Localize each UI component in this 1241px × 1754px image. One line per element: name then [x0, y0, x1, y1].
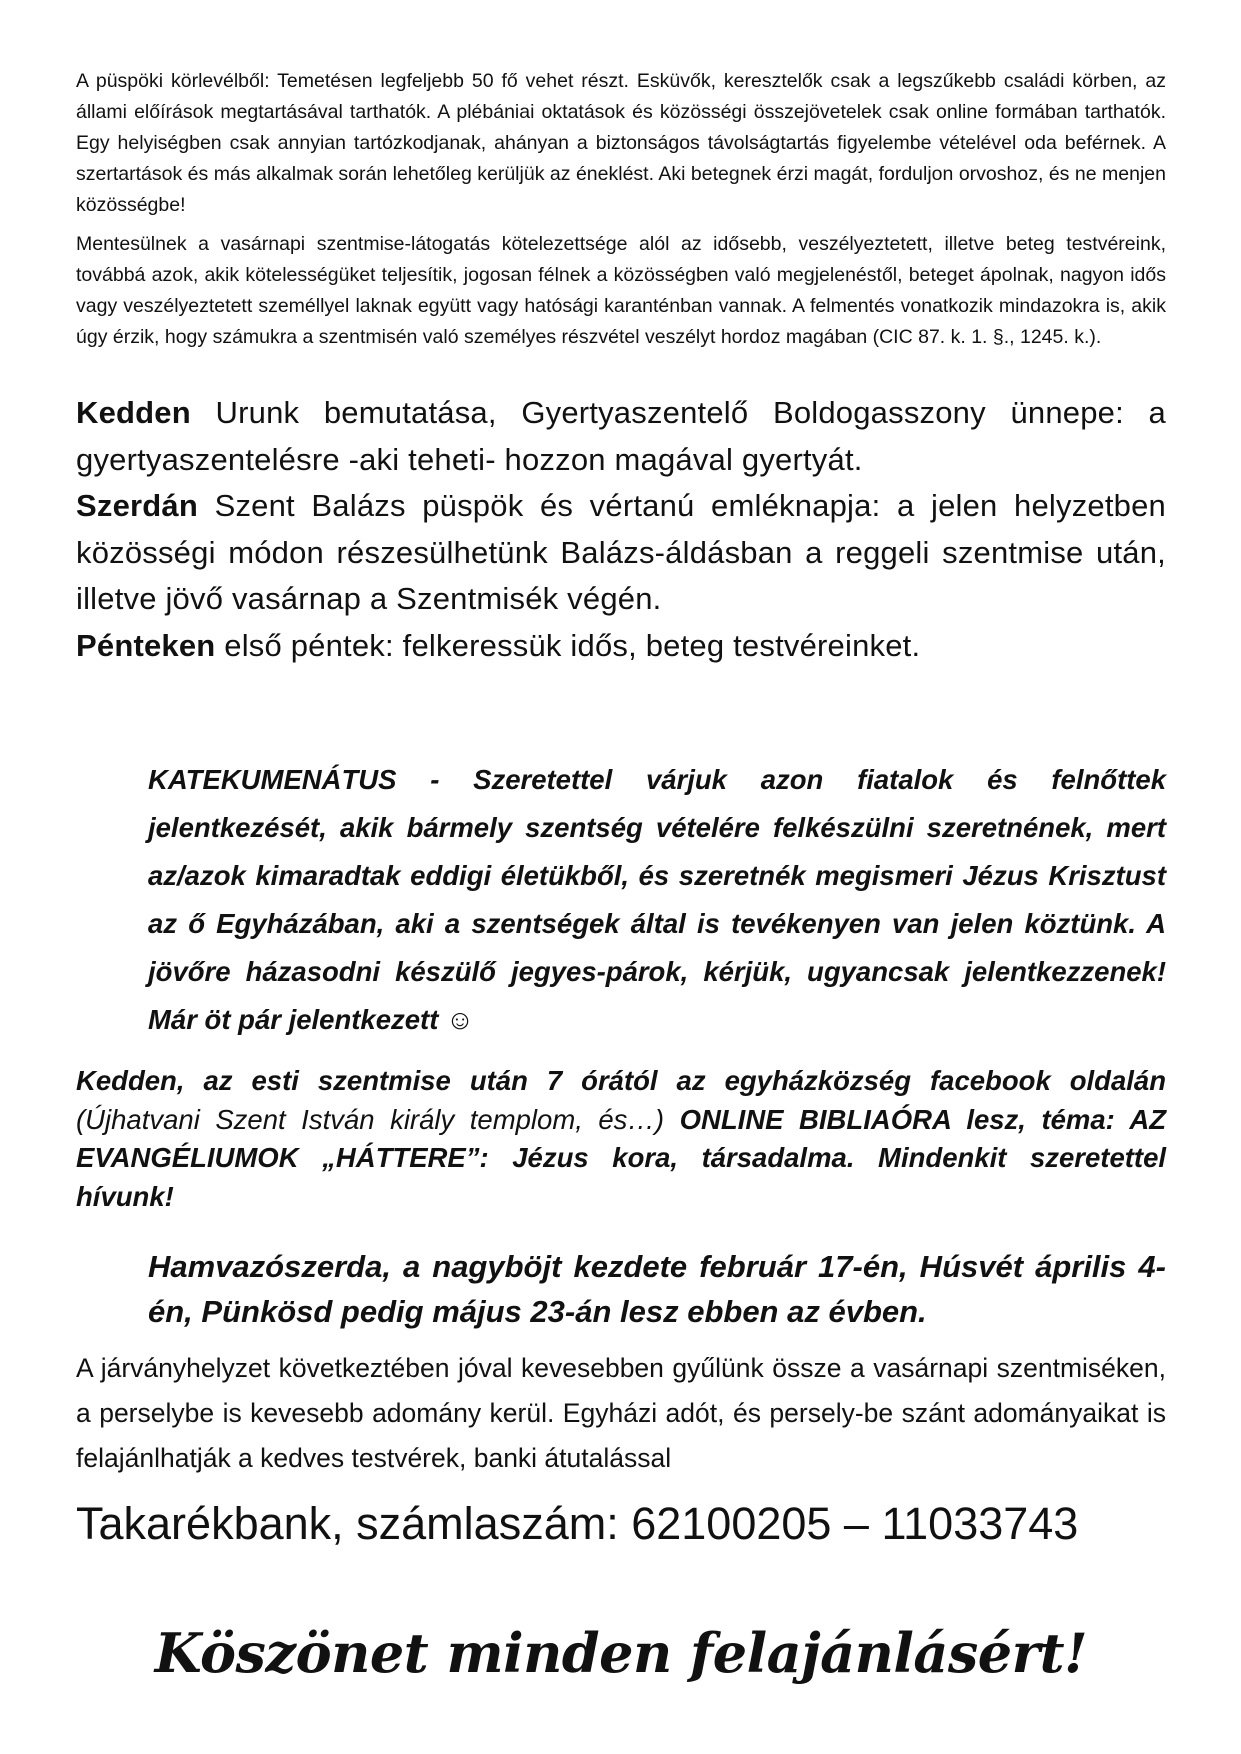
tuesday-label: Kedden [76, 395, 191, 430]
donation-paragraph: A járványhelyzet következtében jóval kevesebben gyűlünk össze a vasárnapi szentmiséken, a perselybe is kevesebb adomány kerül. Egyházi adót, és persely-be szánt adományaikat is felajánlhatják a kedves testvérek, banki átutalással [76, 1353, 1166, 1473]
bishop-letter-paragraph: A püspöki körlevélből: Temetésen legfeljebb 50 fő vehet részt. Esküvők, keresztelők csak a legszűkebb családi körben, az állami előírások megtartásával tarthatók. A plébániai oktatások és közösségi összejövetelek csak online formában tarthatók. Egy helyiségben csak annyian tartózkodjanak, ahányan a biztonságos távolságtartás figyelembe vételével oda beférnek. A szertartások és más alkalmak során lehetőleg kerüljük az éneklést. Aki betegnek érzi magát, forduljon orvoshoz, és ne menjen közösségbe! [76, 70, 1166, 216]
friday-label: Pénteken [76, 627, 216, 663]
wednesday-text: Szent Balázs püspök és vértanú emléknapja: a jelen helyzetben közösségi módon részesülhetünk Balázs-áldásban a reggeli szentmise után, illetve jövő vasárnap a Szentmisék végén. [76, 488, 1166, 616]
bible-class-notice [76, 1062, 1166, 1216]
bank-account-line: Takarékbank, számlaszám: 62100205 – 11033743 [76, 1498, 1079, 1549]
bible-class-intro: Kedden, az esti szentmise után 7 órától az egyházközség facebook oldalán [76, 1065, 1166, 1096]
wednesday-label: Szerdán [76, 488, 198, 523]
mass-exemption-paragraph: Mentesülnek a vasárnapi szentmise-látogatás kötelezettsége alól az idősebb, veszélyeztetett, illetve beteg testvéreink, továbbá azok, akik kötelességüket teljesítik, jogosan félnek a közösségben való megjelenéstől, beteget ápolnak, nagyon idős vagy veszélyeztetett személlyel laknak együtt vagy hatósági karanténban vannak. A felmentés vonatkozik mindazokra is, akik úgy érzik, hogy számukra a szentmisén való személyes részvétel veszélyt hordoz magában (CIC 87. k. 1. §., 1245. k.). [76, 233, 1166, 348]
ash-wednesday-notice: Hamvazószerda, a nagyböjt kezdete február 17-én, Húsvét április 4-én, Pünkösd pedig május 23-án lesz ebben az évben. [148, 1249, 1166, 1329]
weekly-schedule [76, 390, 1166, 669]
tuesday-text: Urunk bemutatása, Gyertyaszentelő Boldogasszony ünnepe: a gyertyaszentelésre -aki teheti- hozzon magával gyertyát. [76, 395, 1166, 477]
bible-class-topic: ONLINE BIBLIAÓRA lesz, téma: AZ EVANGÉLIUMOK „HÁTTERE”: Jézus kora, társadalma. Mindenkit szeretettel hívunk! [76, 1103, 1166, 1212]
catechumenate-text: KATEKUMENÁTUS - Szeretettel várjuk azon fiatalok és felnőttek jelentkezését, akik bármely szentség vételére felkészülni szeretnének, mert az/azok kimaradtak eddigi életükből, és szeretnék megismeri Jézus Krisztust az ő Egyházában, aki a szentségek által is tevékenyen van jelen köztünk. A jövőre házasodni készülő jegyes-párok, kérjük, ugyancsak jelentkezzenek! Már öt pár jelentkezett [148, 764, 1166, 1035]
catechumenate-notice [148, 756, 1166, 1044]
bible-class-location: (Újhatvani Szent István király templom, és…) [76, 1103, 680, 1135]
thanks-closing: Köszönet minden felajánlásért! [154, 1621, 1088, 1685]
smiley-icon: ☺ [446, 1004, 475, 1035]
friday-text: első péntek: felkeressük idős, beteg testvéreinket. [215, 627, 921, 663]
